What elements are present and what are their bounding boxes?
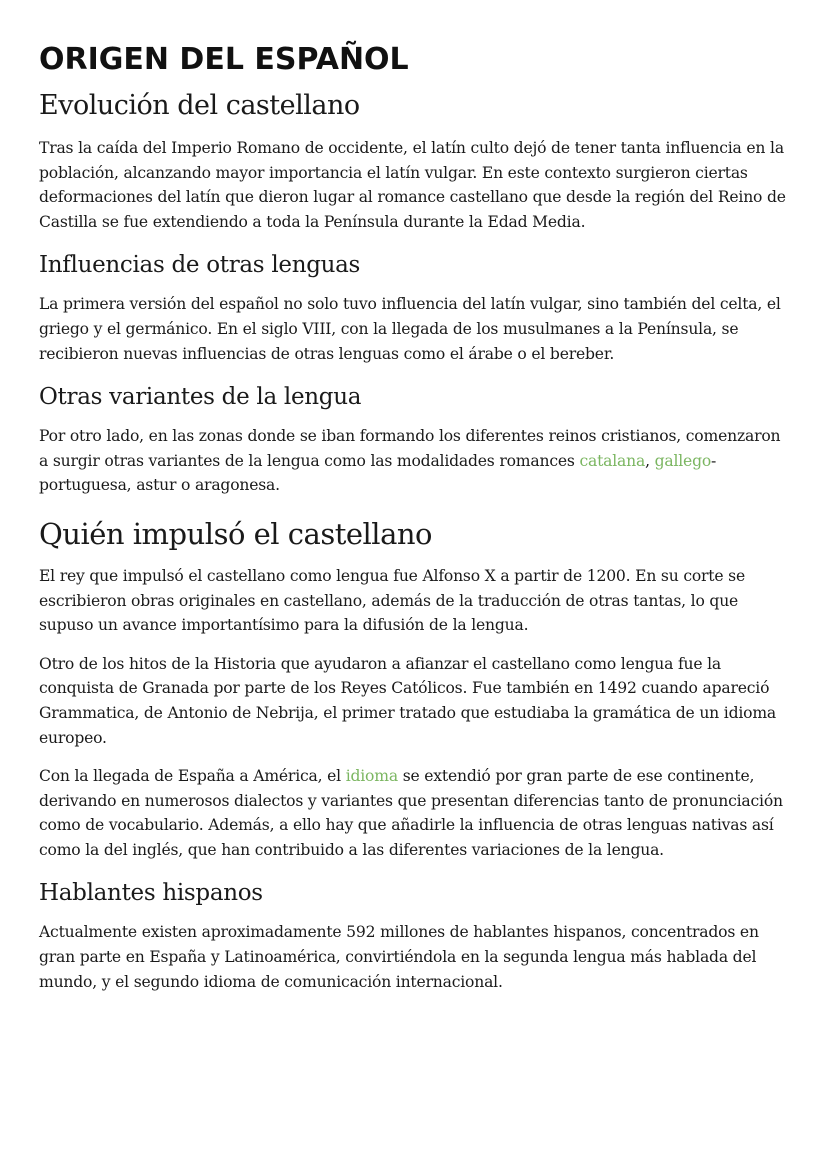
paragraph-evolucion: Tras la caída del Imperio Romano de occidente, el latín culto dejó de tener tanta influencia en la población, alcanzando mayor importancia el latín vulgar. En este contexto surgieron ciertas deformaciones del latín que dieron lugar al romance castellano que desde la región del Reino de Castilla se fue extendiendo a toda la Península durante la Edad Media. xyxy=(39,139,786,231)
section-heading-variantes: Otras variantes de la lengua xyxy=(39,384,362,411)
paragraph-quien-3 xyxy=(39,764,791,862)
section-heading-evolucion: Evolución del castellano xyxy=(39,90,360,121)
paragraph-quien-2: Otro de los hitos de la Historia que ayudaron a afianzar el castellano como lengua fue la conquista de Granada por parte de los Reyes Católicos. Fue también en 1492 cuando apareció Grammatica, de Antonio de Nebrija, el primer tratado que estudiaba la gramática de un idioma europeo. xyxy=(39,654,777,747)
paragraph-quien-1: El rey que impulsó el castellano como lengua fue Alfonso X a partir de 1200. En su corte se escribieron obras originales en castellano, además de la traducción de otras tantas, lo que supuso un avance importantísimo para la difusión de la lengua. xyxy=(39,566,745,635)
variantes-text-before: Por otro lado, en las zonas donde se iban formando los diferentes reinos cristianos, comenzaron a surgir otras variantes de la lengua como las modalidades romances xyxy=(39,427,781,470)
link-catalana[interactable]: catalana xyxy=(579,451,646,470)
paragraph-influencias: La primera versión del español no solo tuvo influencia del latín vulgar, sino también del celta, el griego y el germánico. En el siglo VIII, con la llegada de los musulmanes a la Península, se recibieron nuevas influencias de otras lenguas como el árabe o el bereber. xyxy=(39,295,781,363)
quien-p3-before: Con la llegada de España a América, el xyxy=(39,767,346,786)
link-idioma[interactable]: idioma xyxy=(345,767,398,786)
page-title: ORIGEN DEL ESPAÑOL xyxy=(39,42,409,77)
paragraph-variantes xyxy=(39,424,791,498)
link-gallego[interactable]: gallego xyxy=(654,451,712,470)
document-page xyxy=(39,38,791,1008)
quien-p3-after: se extendió por gran parte de ese continente, derivando en numerosos dialectos y variantes que presentan diferencias tanto de pronunciación como de vocabulario. Además, a ello hay que añadirle la influencia de otras lenguas nativas así como la del inglés, que han contribuido a las diferentes variaciones de la lengua. xyxy=(39,767,783,859)
variantes-text-between: , xyxy=(645,451,655,470)
section-heading-quien: Quién impulsó el castellano xyxy=(39,516,432,551)
section-heading-influencias: Influencias de otras lenguas xyxy=(39,252,361,279)
section-heading-hablantes: Hablantes hispanos xyxy=(39,880,263,907)
paragraph-hablantes: Actualmente existen aproximadamente 592 millones de hablantes hispanos, concentrados en gran parte en España y Latinoamérica, convirtiéndola en la segunda lengua más hablada del mundo, y el segundo idioma de comunicación internacional. xyxy=(39,923,759,991)
variantes-text-after: -portuguesa, astur o aragonesa. xyxy=(39,451,717,495)
